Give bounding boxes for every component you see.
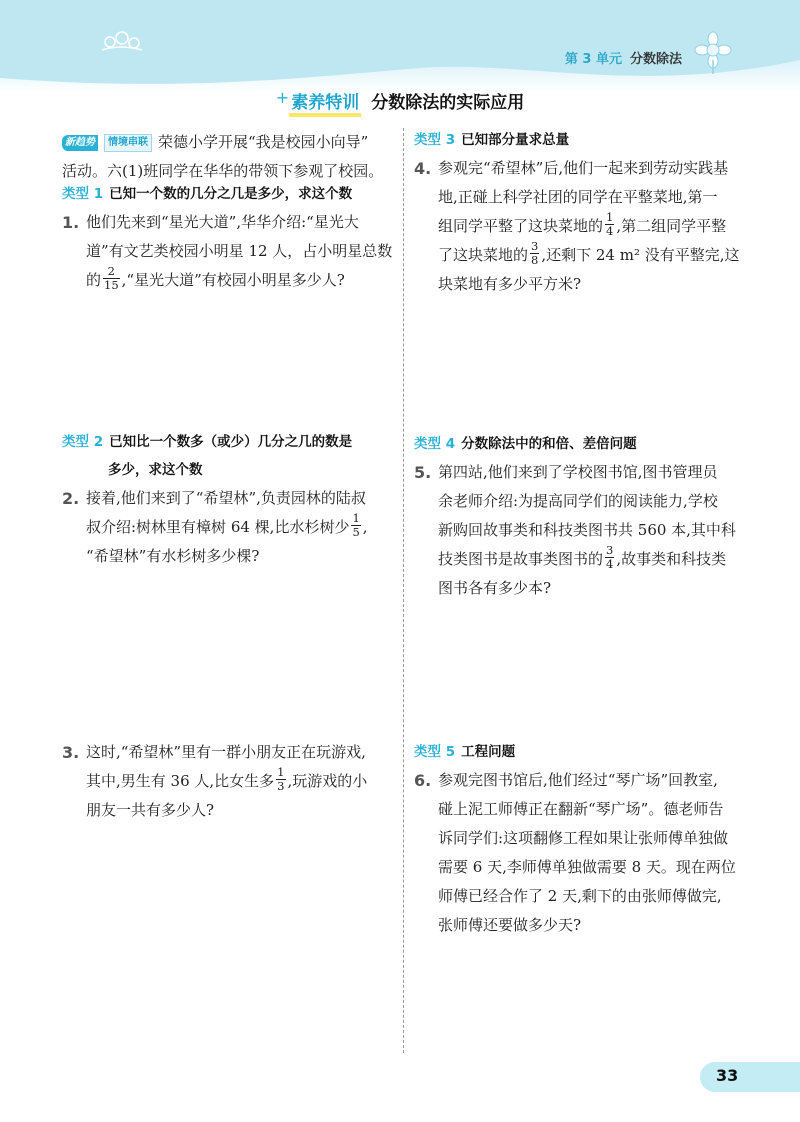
type-heading-cont: 多少，求这个数 [108, 462, 203, 478]
question-text: ,玩游戏的小 [287, 772, 368, 790]
question-text: , [362, 518, 368, 536]
type-heading [414, 740, 754, 764]
question-6 [414, 766, 754, 940]
question-number: 6. [414, 771, 432, 790]
question-text: ,“星光大道”有校园小明星多少人? [121, 271, 345, 289]
denominator: 4 [606, 223, 614, 238]
type-3-block [414, 128, 754, 299]
question-5 [414, 458, 754, 603]
type-2-block [62, 430, 396, 571]
section-title [0, 88, 800, 116]
unit-topic: 分数除法 [629, 52, 682, 67]
numerator: 1 [352, 510, 360, 525]
type-tag: 类型 3 [414, 132, 456, 148]
question-text: 的 [86, 271, 102, 289]
badge-new-trend: 新趋势 [62, 135, 98, 151]
denominator: 3 [277, 778, 285, 793]
numerator: 3 [606, 542, 614, 557]
question-text: 图书各有多少本? [438, 579, 552, 597]
question-text: 朋友一共有多少人? [86, 801, 215, 819]
title-main: 素养特训 [289, 93, 361, 117]
type-title: 已知部分量求总量 [461, 132, 570, 148]
question-text: 余老师介绍:为提高同学们的阅读能力,学校 [438, 492, 718, 510]
type-heading [62, 182, 396, 206]
question-text: 接着,他们来到了“希望林”,负责园林的陆叔 [86, 489, 366, 507]
page-number: 33 [716, 1066, 739, 1085]
unit-label: 第 3 单元 [564, 52, 622, 67]
question-3-block [62, 738, 396, 825]
question-text: 块菜地有多少平方米? [438, 275, 582, 293]
question-text: 碰上泥工师傅正在翻新“琴广场”。德老师告 [438, 800, 724, 818]
question-number: 3. [62, 743, 80, 762]
question-2 [62, 484, 396, 571]
badge-scenario: 情境串联 [104, 134, 152, 152]
question-3 [62, 738, 396, 825]
numerator: 1 [277, 764, 285, 779]
denominator: 15 [104, 277, 119, 292]
question-text: 他们先来到“星光大道”,华华介绍:“星光大 [86, 213, 359, 231]
question-text: 其中,男生有 36 人,比女生多 [86, 772, 275, 790]
type-1-block [62, 182, 396, 295]
denominator: 4 [606, 556, 614, 571]
question-text: 需要 6 天,李师傅单独做需要 8 天。现在两位 [438, 858, 736, 876]
question-number: 5. [414, 463, 432, 482]
question-text: 了这块菜地的 [438, 246, 529, 264]
type-tag: 类型 4 [414, 436, 456, 452]
question-text: ,还剩下 24 m² 没有平整完,这 [541, 246, 740, 264]
page-number-tab [700, 1062, 800, 1092]
type-4-block [414, 432, 754, 603]
question-number: 1. [62, 213, 80, 232]
question-text: 诉同学们:这项翻修工程如果让张师傅单独做 [438, 829, 729, 847]
numerator: 1 [606, 209, 614, 224]
type-5-block [414, 740, 754, 940]
type-title: 分数除法中的和倍、差倍问题 [461, 436, 637, 452]
flower-decoration-icon [98, 28, 144, 54]
question-text: 师傅已经合作了 2 天,剩下的由张师傅做完, [438, 887, 722, 905]
sunflower-icon [690, 30, 736, 76]
question-text: 第四站,他们来到了学校图书馆,图书管理员 [438, 463, 718, 481]
title-sub: 分数除法的实际应用 [371, 93, 525, 113]
type-tag: 类型 2 [62, 434, 104, 450]
question-text: ,故事类和科技类 [616, 550, 727, 568]
intro-block [62, 128, 396, 186]
question-number: 4. [414, 159, 432, 178]
question-number: 2. [62, 489, 80, 508]
type-title: 已知一个数的几分之几是多少，求这个数 [109, 186, 353, 202]
fraction [276, 766, 285, 793]
type-title: 工程问题 [461, 744, 516, 760]
numerator: 2 [103, 265, 120, 279]
unit-header [565, 48, 682, 67]
question-text: 道”有文艺类校园小明星 12 人，占小明星总数 [86, 242, 393, 260]
intro-text-2: 活动。六(1)班同学在华华的带领下参观了校园。 [62, 162, 384, 180]
fraction [605, 211, 614, 238]
type-heading [414, 128, 754, 152]
type-tag: 类型 5 [414, 744, 456, 760]
type-title: 已知比一个数多（或少）几分之几的数是 [109, 434, 353, 450]
intro-text: 荣德小学开展“我是校园小向导” [158, 133, 369, 151]
column-divider [403, 128, 404, 1053]
numerator: 3 [531, 238, 539, 253]
question-text: 地,正碰上科学社团的同学在平整菜地,第一 [438, 188, 718, 206]
denominator: 5 [352, 524, 360, 539]
question-text: 张师傅还要做多少天? [438, 916, 582, 934]
type-heading [414, 432, 754, 456]
type-heading [62, 430, 396, 454]
question-text: 这时,“希望林”里有一群小朋友正在玩游戏, [86, 743, 366, 761]
question-text: 叔介绍:树林里有樟树 64 棵,比水杉树少 [86, 518, 350, 536]
fraction [605, 544, 614, 571]
question-text: 技类图书是故事类图书的 [438, 550, 604, 568]
fraction [530, 240, 539, 267]
denominator: 8 [531, 252, 539, 267]
type-tag: 类型 1 [62, 186, 104, 202]
title-plus-mark: + [275, 88, 290, 107]
question-text: 参观完“希望林”后,他们一起来到劳动实践基 [438, 159, 729, 177]
fraction [103, 265, 120, 292]
question-text: ,第二组同学平整 [616, 217, 727, 235]
fraction [351, 512, 360, 539]
question-text: “希望林”有水杉树多少棵? [86, 547, 260, 565]
question-text: 组同学平整了这块菜地的 [438, 217, 604, 235]
question-text: 参观完图书馆后,他们经过“琴广场”回教室, [438, 771, 718, 789]
question-4 [414, 154, 754, 299]
question-text: 新购回故事类和科技类图书共 560 本,其中科 [438, 521, 736, 539]
question-1 [62, 208, 396, 295]
